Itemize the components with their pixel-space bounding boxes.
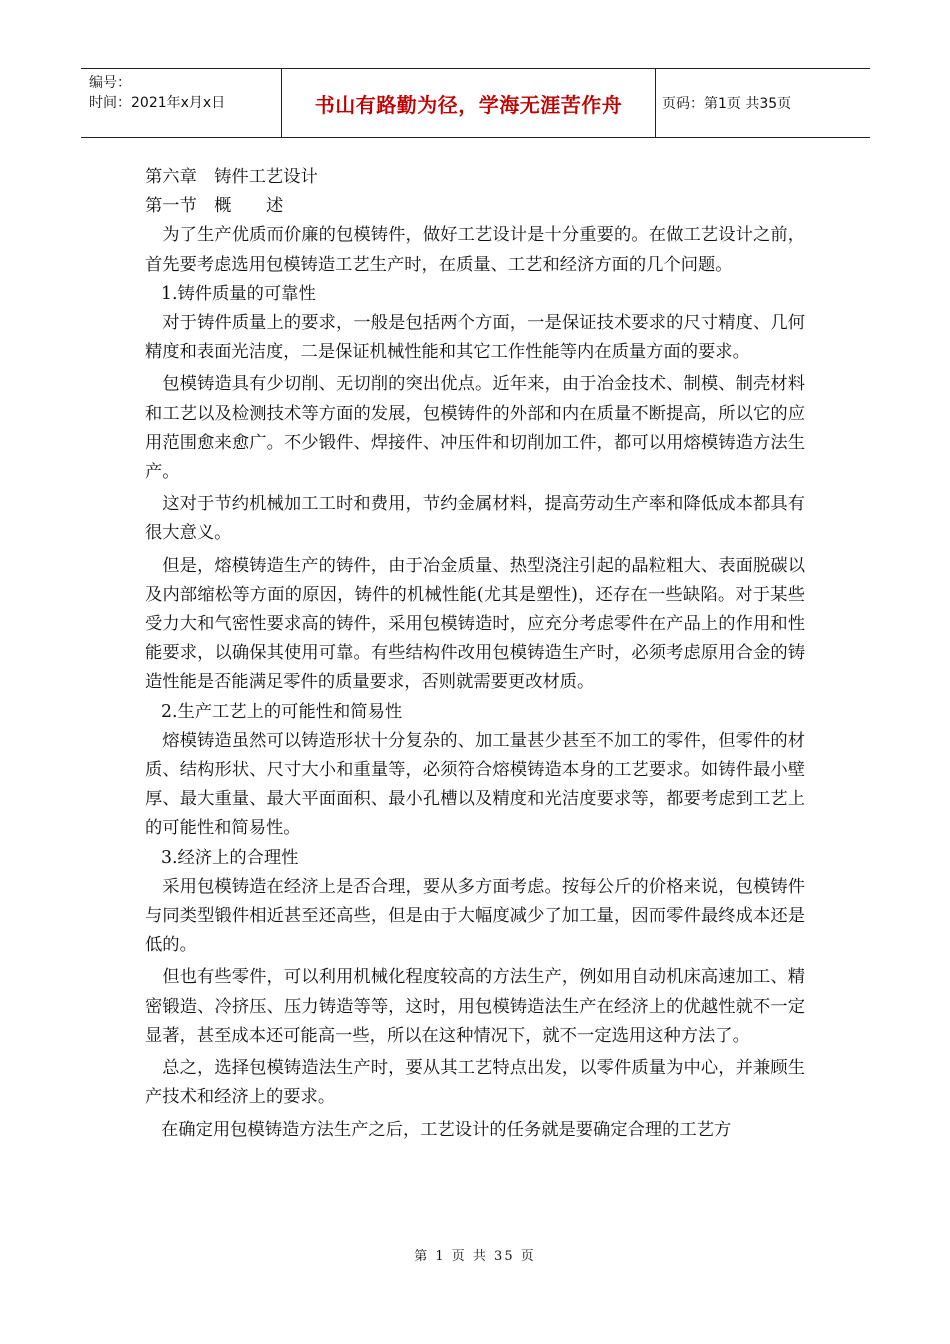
header-page-info: [656, 69, 870, 137]
page-info-text: 页码：第1页 共35页: [662, 96, 792, 112]
motto-text: 书山有路勤为径，学海无涯苦作舟: [314, 92, 623, 117]
document-date-label: 时间：2021年x月x日: [89, 95, 226, 111]
subheading-feasibility: 2.生产工艺上的可能性和简易性: [161, 701, 403, 722]
header-meta: [81, 69, 282, 137]
header-motto: [282, 69, 656, 137]
paragraph-feasibility: 熔模铸造虽然可以铸造形状十分复杂的、加工量甚少甚至不加工的零件，但零件的材质、结构形状、尺寸大小和重量等，必须符合熔模铸造本身的工艺要求。如铸件最小壁厚、最大重量、最大平面面积、最小孔槽以及精度和光洁度要求等，都要考虑到工艺上的可能性和简易性。: [145, 730, 805, 839]
paragraph-savings: 这对于节约机械加工工时和费用，节约金属材料，提高劳动生产率和降低成本都具有很大意义。: [145, 494, 805, 544]
subheading-economy: 3.经济上的合理性: [161, 847, 299, 868]
subheading-quality: 1.铸件质量的可靠性: [161, 283, 316, 304]
paragraph-summary: 总之，选择包模铸造法生产时，要从其工艺特点出发，以零件质量为中心，并兼顾生产技术和经济上的要求。: [145, 1058, 805, 1108]
footer-page-number: 第 1 页 共 35 页: [414, 1249, 536, 1264]
page-header: [81, 68, 870, 138]
section-title: 第一节 概 述: [145, 196, 284, 217]
paragraph-advantages: 包模铸造具有少切削、无切削的突出优点。近年来，由于冶金技术、制模、制壳材料和工艺以及检测技术等方面的发展，包模铸件的外部和内在质量不断提高，所以它的应用范围愈来愈广。不少锻件、焊接件、冲压件和切削加工件，都可以用熔模铸造方法生产。: [145, 374, 805, 483]
paragraph-alternatives: 但也有些零件，可以利用机械化程度较高的方法生产，例如用自动机床高速加工、精密锻造、冷挤压、压力铸造等等，这时，用包模铸造法生产在经济上的优越性就不一定显著，甚至成本还可能高一些，所以在这种情况下，就不一定选用这种方法了。: [145, 967, 805, 1046]
paragraph-quality-requirements: 对于铸件质量上的要求，一般是包括两个方面，一是保证技术要求的尺寸精度、几何精度和表面光洁度，二是保证机械性能和其它工作性能等内在质量方面的要求。: [145, 313, 805, 363]
paragraph-intro: 为了生产优质而价廉的包模铸件，做好工艺设计是十分重要的。在做工艺设计之前，首先要考虑选用包模铸造工艺生产时，在质量、工艺和经济方面的几个问题。: [145, 225, 805, 275]
paragraph-defects: 但是，熔模铸造生产的铸件，由于冶金质量、热型浇注引起的晶粒粗大、表面脱碳以及内部缩松等方面的原因，铸件的机械性能(尤其是塑性)，还存在一些缺陷。对于某些受力大和气密性要求高的铸件，采用包模铸造时，应充分考虑零件在产品上的作用和性能要求，以确保其使用可靠。有些结构件改用包模铸造生产时，必须考虑原用合金的铸造性能是否能满足零件的质量要求，否则就需要更改材质。: [145, 555, 805, 693]
document-body: [145, 163, 805, 1145]
chapter-title: 第六章 铸件工艺设计: [145, 167, 318, 187]
paragraph-process-design: 在确定用包模铸造方法生产之后，工艺设计的任务就是要确定合理的工艺方: [161, 1119, 732, 1140]
paragraph-economy: 采用包模铸造在经济上是否合理，要从多方面考虑。按每公斤的价格来说，包模铸件与同类型锻件相近甚至还高些，但是由于大幅度减少了加工量，因而零件最终成本还是低的。: [145, 876, 805, 956]
document-number-label: 编号：: [89, 75, 131, 91]
page-footer: [0, 1245, 950, 1264]
